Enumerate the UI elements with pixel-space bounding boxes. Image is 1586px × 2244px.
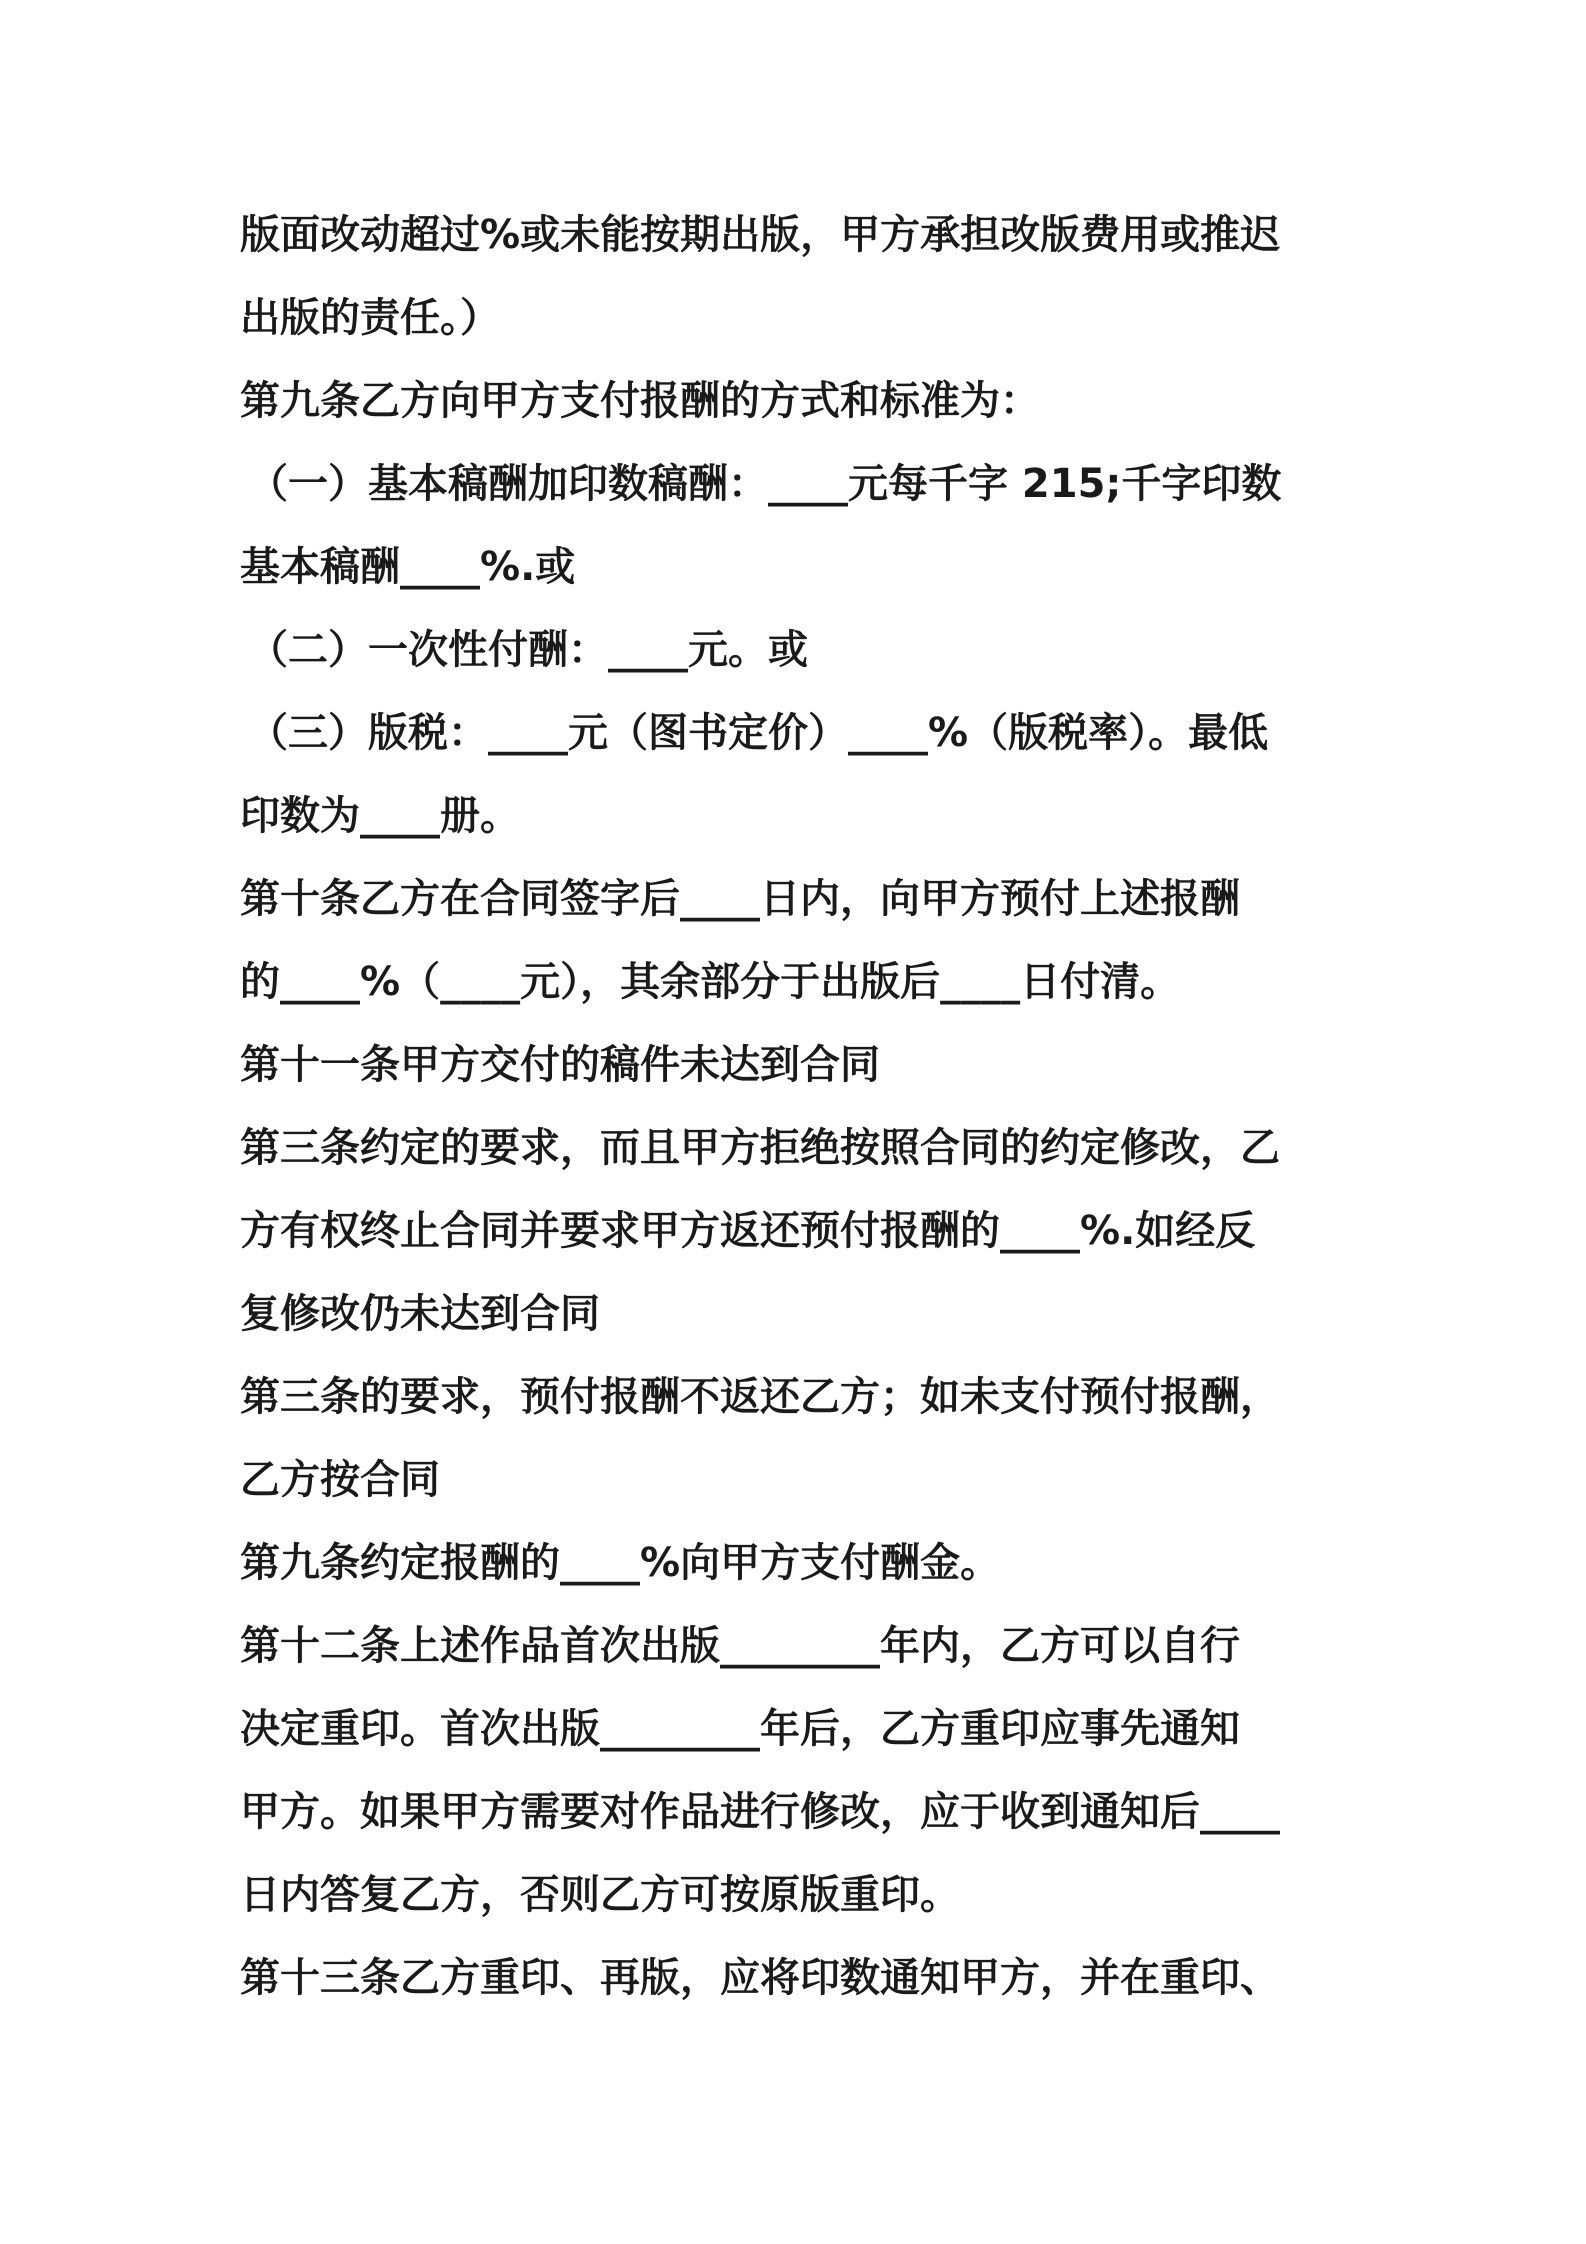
contract-text xyxy=(240,194,1355,2020)
text-line: 第十条乙方在合同签字后____日内，向甲方预付上述报酬 xyxy=(240,876,1240,922)
text-line: 的____%（____元），其余部分于出版后____日付清。 xyxy=(240,959,1181,1005)
text-line: 印数为____册。 xyxy=(240,793,520,839)
text-line: 甲方。如果甲方需要对作品进行修改，应于收到通知后____ xyxy=(240,1789,1280,1835)
text-line: 决定重印。首次出版________年后，乙方重印应事先通知 xyxy=(240,1706,1240,1752)
text-line: 第三条的要求，预付报酬不返还乙方；如未支付预付报酬， xyxy=(240,1374,1280,1420)
text-line: 复修改仍未达到合同 xyxy=(240,1291,600,1337)
text-line: 第十二条上述作品首次出版________年内，乙方可以自行 xyxy=(240,1623,1240,1669)
text-line: 日内答复乙方，否则乙方可按原版重印。 xyxy=(240,1872,960,1918)
text-line: （三）版税：____元（图书定价）____%（版税率）。最低 xyxy=(248,710,1269,756)
text-line: 第九条约定报酬的____%向甲方支付酬金。 xyxy=(240,1540,1001,1586)
text-line: 第十三条乙方重印、再版，应将印数通知甲方，并在重印、 xyxy=(240,1955,1280,2001)
text-line: 基本稿酬____%.或 xyxy=(240,544,576,590)
text-line: （一）基本稿酬加印数稿酬：____元每千字 215;千字印数 xyxy=(248,461,1282,507)
text-line: 出版的责任。） xyxy=(240,295,500,341)
text-line: 方有权终止合同并要求甲方返还预付报酬的____%.如经反 xyxy=(240,1208,1256,1254)
text-line: 版面改动超过%或未能按期出版，甲方承担改版费用或推迟 xyxy=(240,212,1281,258)
text-line: 第三条约定的要求，而且甲方拒绝按照合同的约定修改，乙 xyxy=(240,1125,1280,1171)
text-line: 第十一条甲方交付的稿件未达到合同 xyxy=(240,1042,880,1088)
text-line: 乙方按合同 xyxy=(240,1457,440,1503)
text-line: 第九条乙方向甲方支付报酬的方式和标准为： xyxy=(240,378,1040,424)
text-line: （二）一次性付酬：____元。或 xyxy=(248,627,808,673)
